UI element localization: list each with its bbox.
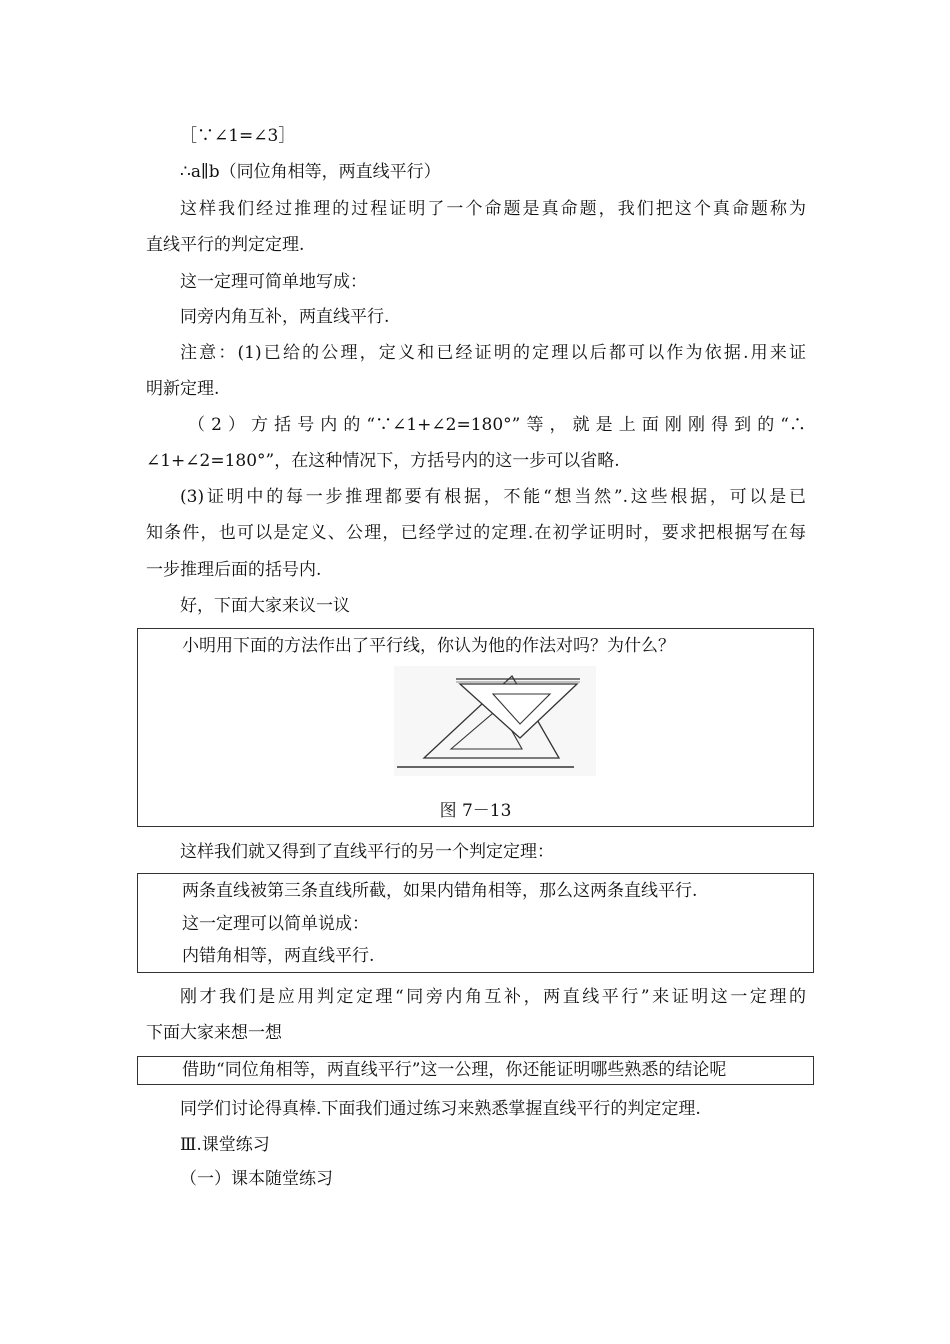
subsection-heading: （一）课本随堂练习 [180,1169,333,1189]
note-text: 明新定理. [146,379,220,399]
paragraph-text: 这样我们经过推理的过程证明了一个命题是真命题，我们把这个真命题称为 [180,199,806,219]
think-question: 借助“同位角相等，两直线平行”这一公理，你还能证明哪些熟悉的结论呢 [182,1060,727,1080]
theorem-short: 内错角相等，两直线平行. [182,946,375,966]
discussion-box [137,628,814,827]
paragraph-text: 刚才我们是应用判定定理“同旁内角互补，两直线平行”来证明这一定理的 [180,987,806,1007]
note-text: （2）方括号内的“∵∠1+∠2=180°”等，就是上面刚刚得到的“∴ [188,415,806,435]
discussion-question: 小明用下面的方法作出了平行线，你认为他的作法对吗？为什么？ [182,636,675,656]
think-prompt: 下面大家来想一想 [146,1023,282,1043]
theorem-text: 这一定理可以简单说成： [182,914,369,934]
proof-conclusion-line: ∴a∥b（同位角相等，两直线平行） [180,162,441,182]
paragraph-text: 这样我们就又得到了直线平行的另一个判定定理： [180,842,554,862]
theorem-statement: 同旁内角互补，两直线平行. [180,307,390,327]
paragraph-text: 同学们讨论得真棒.下面我们通过练习来熟悉掌握直线平行的判定定理. [180,1099,701,1119]
think-box [137,1056,814,1085]
proof-reason-line: ［∵∠1=∠3］ [180,126,296,146]
note-text: 一步推理后面的括号内. [146,560,322,580]
note-text: ∠1+∠2=180°”，在这种情况下，方括号内的这一步可以省略. [146,451,620,471]
section-heading: Ⅲ.课堂练习 [180,1135,270,1155]
note-text: 知条件，也可以是定义、公理，已经学过的定理.在初学证明时，要求把根据写在每 [146,523,806,543]
theorem-box [137,873,814,973]
theorem-text: 两条直线被第三条直线所截，如果内错角相等，那么这两条直线平行. [182,881,698,901]
note-text: (3)证明中的每一步推理都要有根据，不能“想当然”.这些根据，可以是已 [180,487,806,507]
note-text: 注意：(1)已给的公理，定义和已经证明的定理以后都可以作为依据.用来证 [180,343,806,363]
figure-caption: 图 7－13 [439,801,512,821]
discussion-prompt: 好，下面大家来议一议 [180,596,350,616]
paragraph-text: 这一定理可简单地写成： [180,272,367,292]
set-square-figure [394,666,596,776]
paragraph-text: 直线平行的判定定理. [146,235,305,255]
